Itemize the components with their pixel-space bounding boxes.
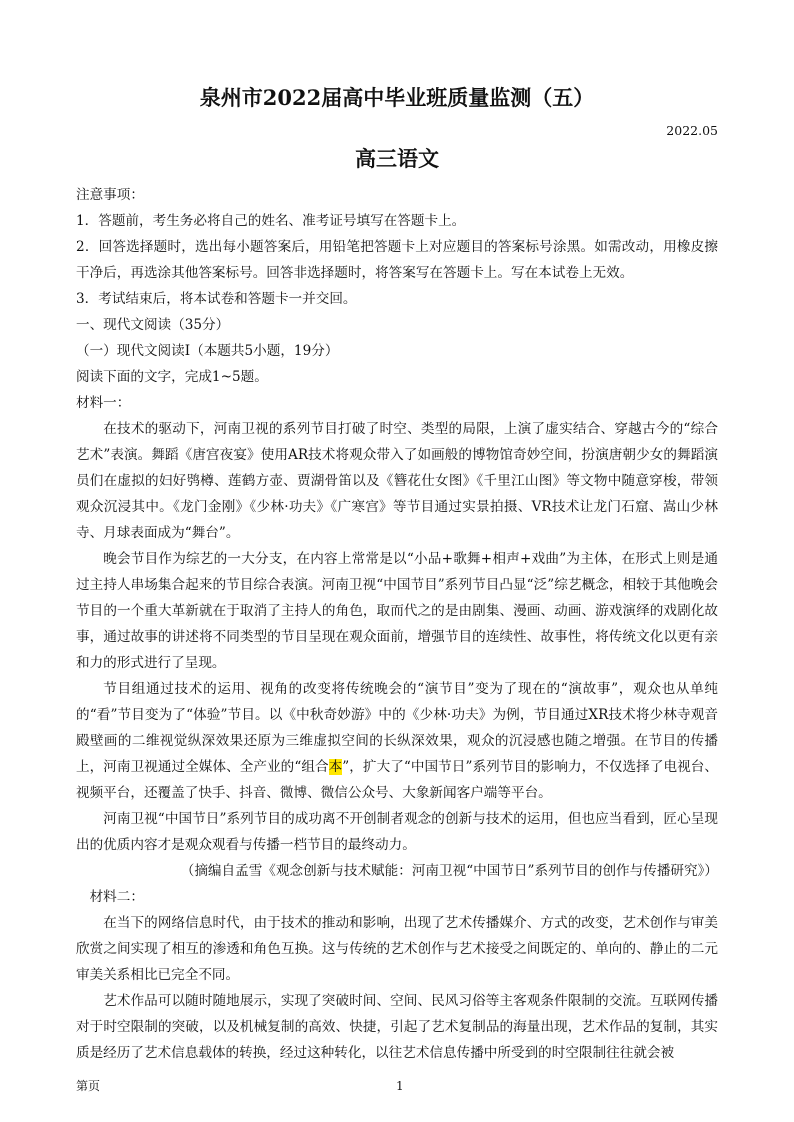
material1-paragraph-4: 河南卫视“中国节日”系列节目的成功离不开创制者观念的创新与技术的运用，但也应当看到，匠心呈现出的优质内容才是观众观看与传播一档节目的最终动力。	[76, 811, 718, 853]
material1-paragraph-1: 在技术的驱动下，河南卫视的系列节目打破了时空、类型的局限，上演了虚实结合、穿越古今的“综合艺术”表演。舞蹈《唐宫夜宴》使用AR技术将观众带入了如画般的博物馆奇妙空间，扮演唐朝少女的舞蹈演员们在虚拟的妇好鸮樽、莲鹤方壶、贾湖骨笛以及《簪花仕女图》《千里江山图》等文物中随意穿梭，带领观众沉浸其中。《龙门金刚》《少林·功夫》《广寒宫》等节目通过实景拍摄、VR技术让龙门石窟、嵩山少林寺、月球表面成为“舞台”。	[76, 421, 718, 541]
exam-title: 泉州市2022届高中毕业班质量监测（五）	[199, 85, 595, 110]
section-instruction: 阅读下面的文字，完成1~5题。	[76, 369, 268, 385]
exam-body	[76, 182, 718, 1066]
section-heading: 一、现代文阅读（35分）	[76, 317, 230, 333]
material2-paragraph-1: 在当下的网络信息时代，由于技术的推动和影响，出现了艺术传播媒介、方式的改变，艺术创作与审美欣赏之间实现了相互的渗透和角色互换。这与传统的艺术创作与艺术接受之间既定的、单向的、静止的二元审美关系相比已完全不同。	[76, 915, 718, 983]
notice-heading: 注意事项：	[76, 187, 144, 203]
material1-source: （摘编自孟雪《观念创新与技术赋能：河南卫视“中国节日”系列节目的创作与传播研究》）	[180, 863, 718, 879]
notice-item-3: 3．考试结束后，将本试卷和答题卡一并交回。	[76, 291, 357, 307]
footer-page-number: 1	[396, 1079, 404, 1093]
material2-label: 材料二：	[89, 889, 144, 905]
section-subheading: （一）现代文阅读Ⅰ（本题共5小题，19分）	[76, 343, 339, 359]
highlighted-char: 本	[328, 759, 343, 775]
material1-paragraph-2: 晚会节目作为综艺的一大分支，在内容上常常是以“小品+歌舞+相声+戏曲”为主体，在形式上则是通过主持人串场集合起来的节目综合表演。河南卫视“中国节目”系列节目凸显“泛”综艺概念，相较于其他晚会节目的一个重大革新就在于取消了主持人的角色，取而代之的是由剧集、漫画、动画、游戏演绎的戏剧化故事，通过故事的讲述将不同类型的节目呈现在观众面前，增强节目的连续性、故事性，将传统文化以更有亲和力的形式进行了呈现。	[76, 551, 718, 671]
notice-item-1: 1．答题前，考生务必将自己的姓名、准考证号填写在答题卡上。	[76, 213, 466, 229]
exam-date: 2022.05	[666, 123, 718, 138]
material1-paragraph-3	[76, 676, 718, 806]
subject-title: 高三语文	[355, 146, 439, 171]
notice-item-2: 2．回答选择题时，选出每小题答案后，用铅笔把答题卡上对应题目的答案标号涂黑。如需改动，用橡皮擦干净后，再选涂其他答案标号。回答非选择题时，将答案写在答题卡上。写在本试卷上无效。	[76, 239, 718, 281]
paragraph-3-text-a: 节目组通过技术的运用、视角的改变将传统晚会的“演节目”变为了现在的“演故事”，观众也从单纯的“看”节目变为了“体验”节目。以《中秋奇妙游》中的《少林·功夫》为例，节目通过XR技术将少林寺观音殿壁画的二维视觉纵深效果还原为三维虚拟空间的长纵深效果，观众的沉浸感也随之增强。在节目的传播上，河南卫视通过全媒体、全产业的“组合	[76, 681, 718, 775]
paragraph-3-text-b: ”，扩大了“中国节日”系列节目的影响力，不仅选择了电视台、视频平台，还覆盖了快手、抖音、微博、微信公众号、大象新闻客户端等平台。	[76, 759, 719, 801]
material2-paragraph-2: 艺术作品可以随时随地展示，实现了突破时间、空间、民风习俗等主客观条件限制的交流。互联网传播对于时空限制的突破，以及机械复制的高效、快捷，引起了艺术复制品的海量出现，艺术作品的复制，其实质是经历了艺术信息载体的转换，经过这种转化，以往艺术信息传播中所受到的时空限制往往就会被	[76, 993, 718, 1061]
footer-page-label: 第页	[76, 1079, 101, 1093]
material1-label: 材料一：	[76, 395, 131, 411]
